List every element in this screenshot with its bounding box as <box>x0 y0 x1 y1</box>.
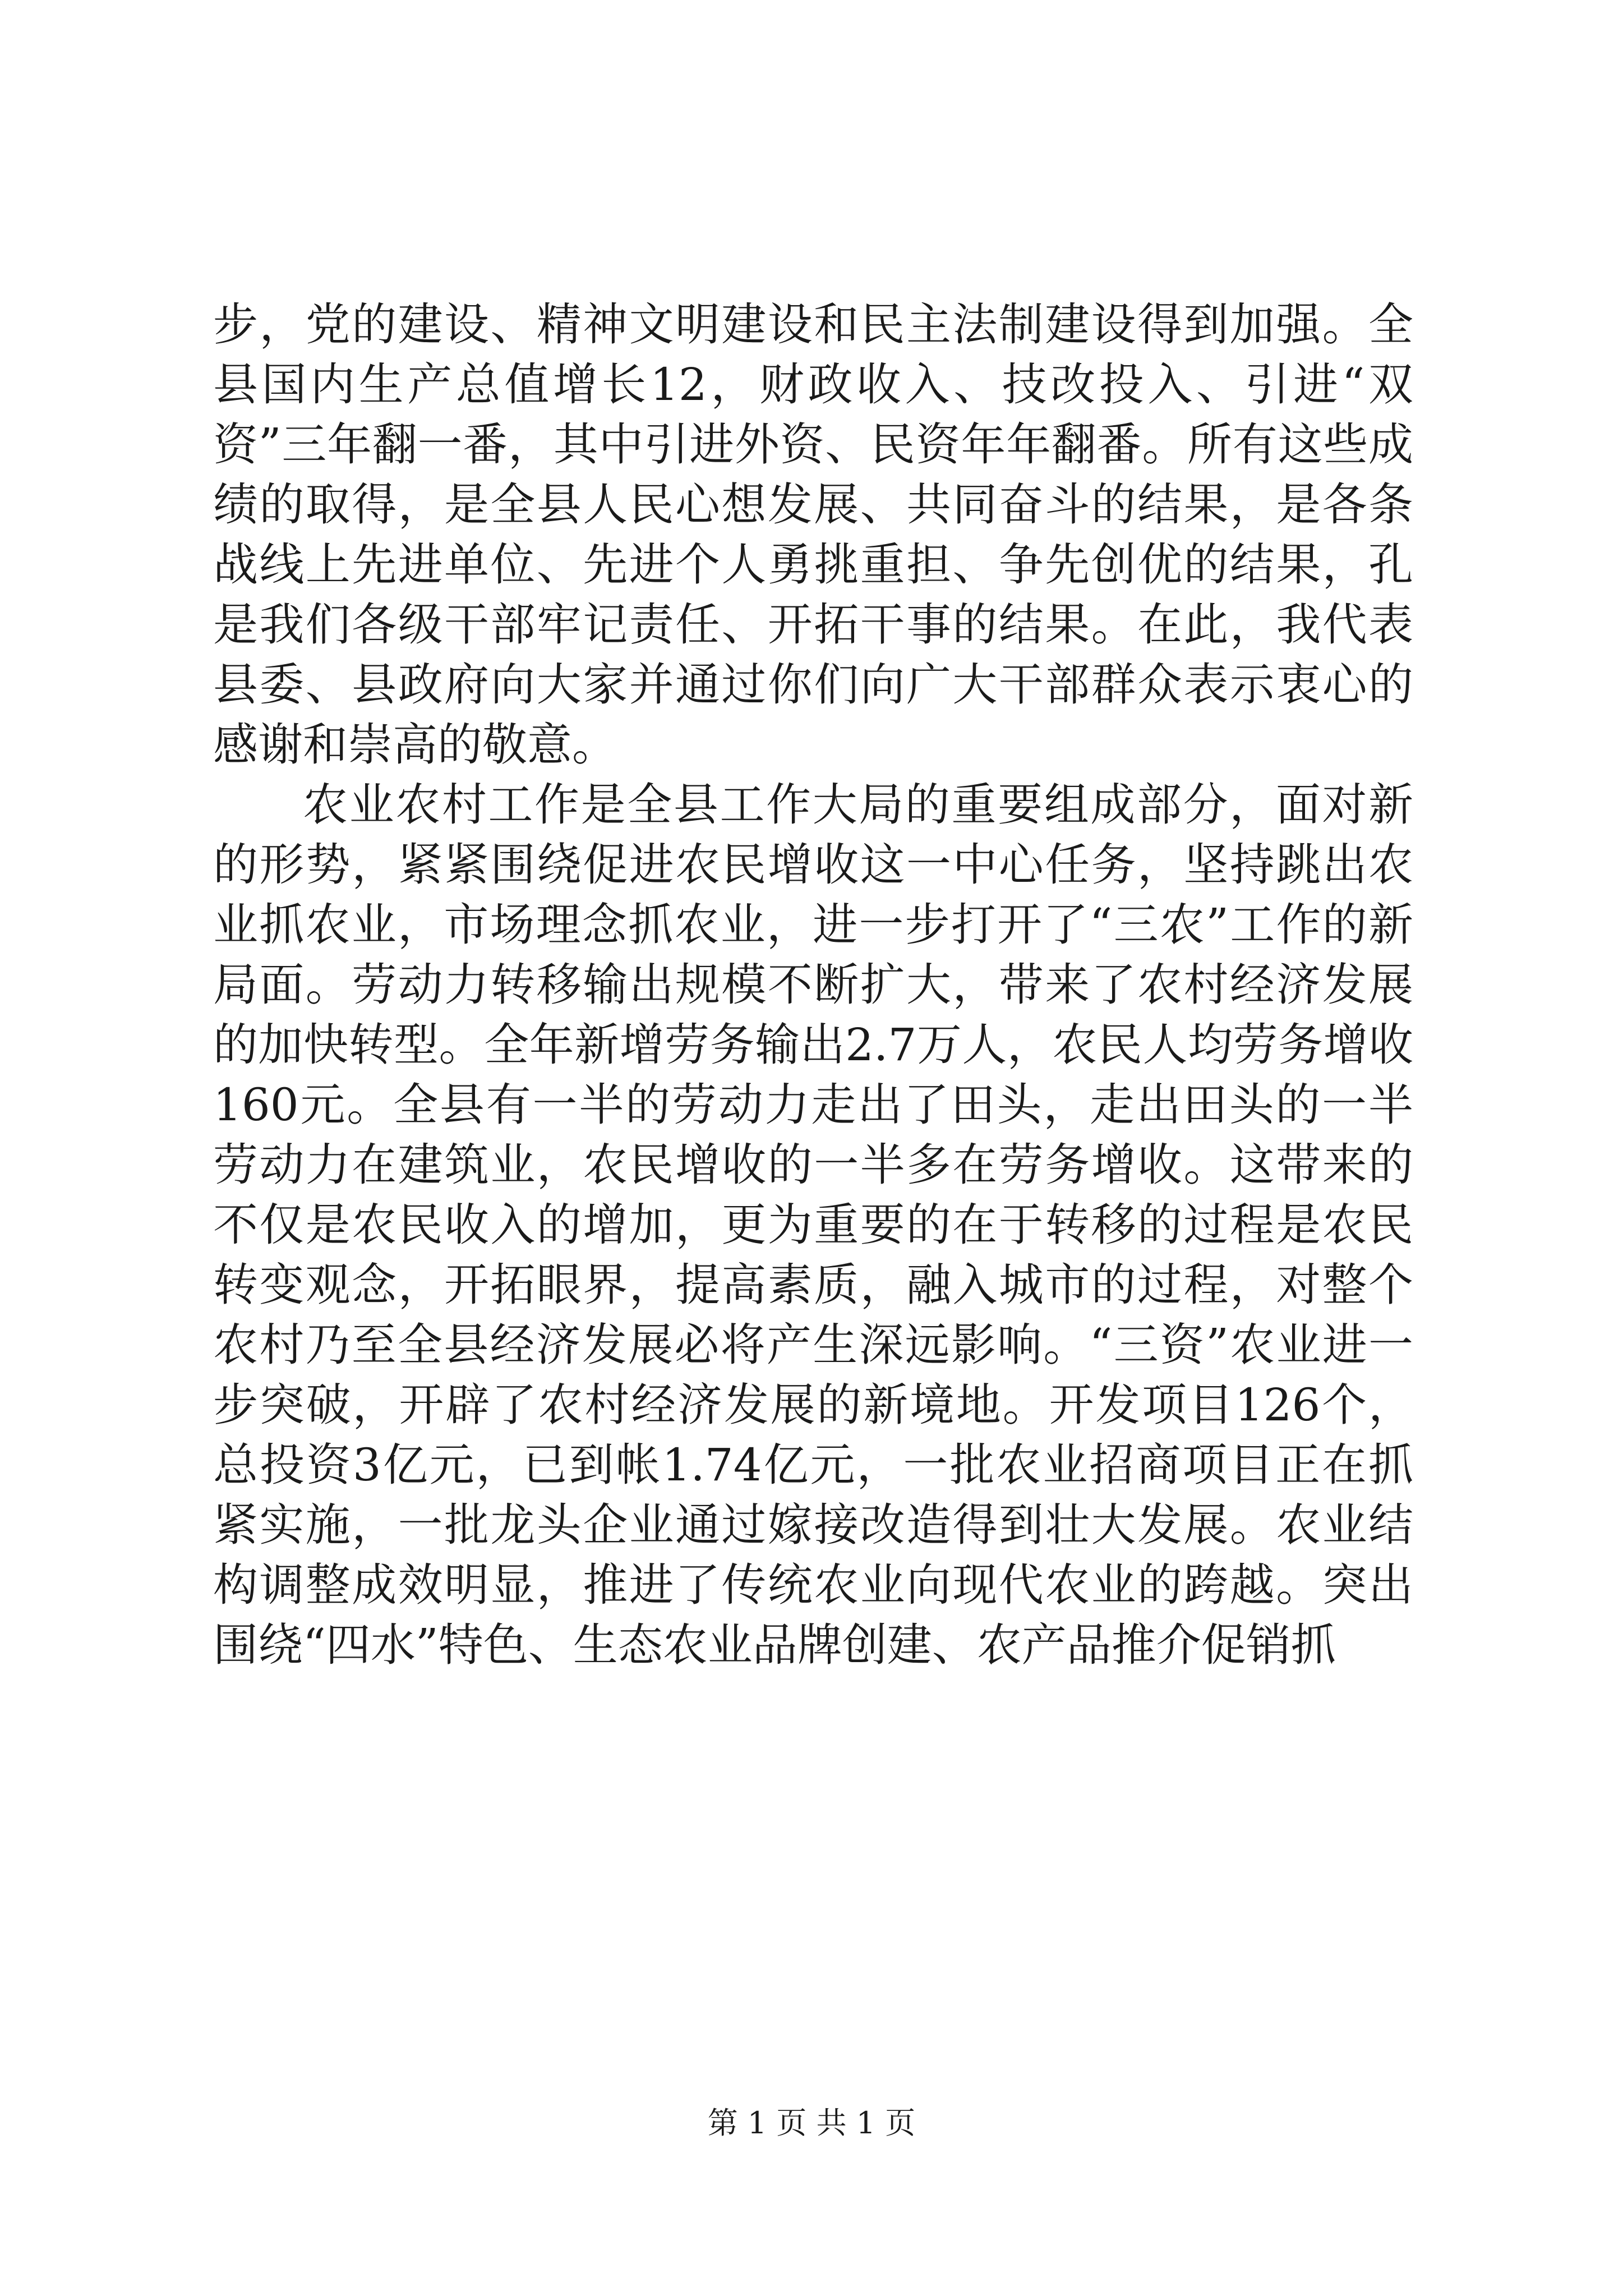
page-footer: 第 1 页 共 1 页 <box>707 2105 916 2141</box>
paragraph-continuation: 步，党的建设、精神文明建设和民主法制建设得到加强。全县国内生产总值增长12，财政收入、技改投入、引进“双资”三年翻一番，其中引进外资、民资年年翻番。所有这些成绩的取得，是全县人民心想发展、共同奋斗的结果，是各条战线上先进单位、先进个人勇挑重担、争先创优的结果，孔是我们各级干部牢记责任、开拓干事的结果。在此，我代表县委、县政府向大家并通过你们向广大干部群众表示衷心的感谢和崇高的敬意。 <box>213 298 1413 771</box>
paragraph-agriculture: 农业农村工作是全县工作大局的重要组成部分，面对新的形势，紧紧围绕促进农民增收这一中心任务，坚持跳出农业抓农业，市场理念抓农业，进一步打开了“三农”工作的新局面。劳动力转移输出规模不断扩大，带来了农村经济发展的加快转型。全年新增劳务输出2.7万人，农民人均劳务增收160元。全县有一半的劳动力走出了田头，走出田头的一半劳动力在建筑业，农民增收的一半多在劳务增收。这带来的不仅是农民收入的增加，更为重要的在于转移的过程是农民转变观念，开拓眼界，提高素质，融入城市的过程，对整个农村乃至全县经济发展必将产生深远影响。“三资”农业进一步突破，开辟了农村经济发展的新境地。开发项目126个，总投资3亿元，已到帐1.74亿元，一批农业招商项目正在抓紧实施，一批龙头企业通过嫁接改造得到壮大发展。农业结构调整成效明显，推进了传统农业向现代农业的跨越。突出围绕“四水”特色、生态农业品牌创建、农产品推介促销抓 <box>213 779 1413 1671</box>
document-body <box>213 295 1413 1675</box>
